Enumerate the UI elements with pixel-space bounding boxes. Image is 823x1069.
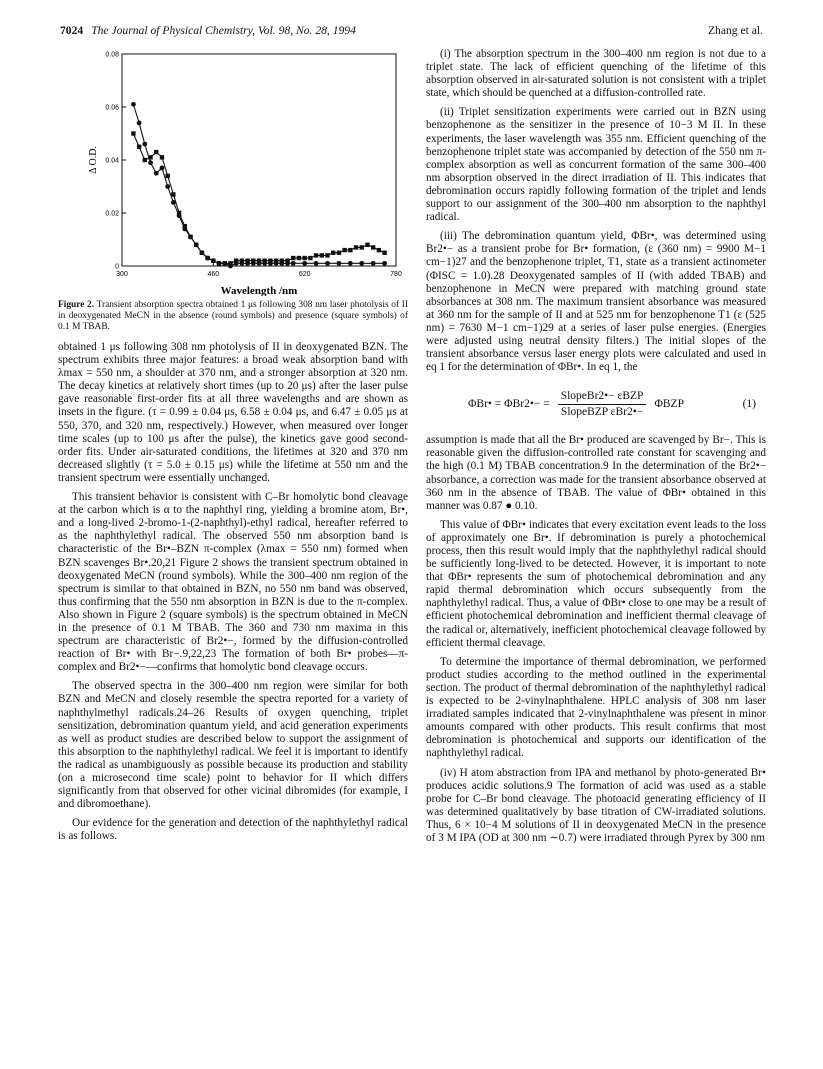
data-point-square: [268, 259, 272, 263]
data-point-square: [200, 251, 204, 255]
data-point-circle: [160, 166, 165, 171]
equation-rhs: ΦBZP: [654, 397, 684, 410]
data-point-square: [188, 235, 192, 239]
data-point-square: [365, 243, 369, 247]
series-square-line: [133, 134, 384, 264]
left-paragraph-3: The observed spectra in the 300–400 nm region were similar for both BZN and MeCN and closely resemble the spectra reported for a variety of naphthylmethyl radicals.24–26 Results of oxygen quenching, triplet sensitization, debromination quantum yield, and acid generation experiments as well as product studies are described below to support the assignment of this absorption to the naphthylethyl radical. We feel it is important to identify the radical as unambiguously as possible because its production and stability (on a microsecond time scale) point to behavior for II which differs significantly from that observed for other vicinal dibromides (for example, I and dibromoethane).: [58, 680, 408, 811]
data-point-square: [291, 256, 295, 260]
data-point-square: [177, 211, 181, 215]
data-point-square: [314, 253, 318, 257]
data-point-square: [160, 155, 164, 159]
right-paragraph-1: (i) The absorption spectrum in the 300–400 nm region is not due to a triplet state. The lack of efficient quenching of the lifetime of this absorption observed in air-saturated solution is not consistent with a triplet state, which should be quenched at a diffusion-controlled rate.: [426, 48, 766, 100]
data-point-square: [148, 155, 152, 159]
data-point-square: [371, 245, 375, 249]
data-point-square: [205, 256, 209, 260]
data-point-circle: [314, 261, 319, 266]
data-point-square: [143, 158, 147, 162]
data-point-square: [165, 174, 169, 178]
data-point-circle: [325, 261, 330, 266]
data-point-square: [320, 253, 324, 257]
right-paragraph-7: (iv) H atom abstraction from IPA and methanol by photo-generated Br• produces acidic solutions.9 The formation of acid was used as a stable probe for C–Br bond cleavage. The photoacid generating efficiency of II was determined qualitatively by base titration of CW-irradiated solutions. Thus, 6 × 10−4 M solutions of II in deoxygenated MeCN in the presence of 3 M IPA (OD at 300 nm ∼0.7) were irradiated through Pyrex by 300 nm: [426, 766, 766, 844]
data-point-square: [257, 259, 261, 263]
data-point-circle: [291, 261, 296, 266]
data-point-square: [251, 259, 255, 263]
data-point-square: [285, 259, 289, 263]
y-axis-label: Δ O.D.: [88, 146, 99, 174]
x-tick-label: 300: [116, 271, 128, 278]
data-point-square: [217, 261, 221, 265]
data-point-square: [263, 259, 267, 263]
right-paragraph-3: (iii) The debromination quantum yield, ΦBr•, was determined using Br2•− as a transient probe for Br• formation, (ε (360 nm) = 9900 M−1 cm−1)27 and the benzophenone triplet, T1, state as a transient actinometer (ΦISC = 1.0).28 Deoxygenated samples of II (with added TBAB) and benzophenone in MeCN were prepared with matching ground state absorbances at 308 nm. The maximum transient absorbance was measured at 360 nm for the sample of II and at 525 nm for benzophenone T1 (ε (525 nm) = 7630 M−1 cm−1)29 at a series of laser pulse energies. (Energies were adjusted using neutral density filters.) The initial slopes of the transient absorbance versus laser energy plots were calculated and used in eq 1 for the determination of ΦBr•. In eq 1, the: [426, 230, 766, 374]
data-point-square: [308, 256, 312, 260]
left-paragraph-2: This transient behavior is consistent with C–Br homolytic bond cleavage at the carbon which is α to the naphthyl ring, yielding a bromine atom, Br•, and a long-lived 2-bromo-1-(2-naphthyl)-ethyl radical, hereafter referred to as the naphthylethyl radical. The observed 550 nm absorption band is characteristic of the Br•–BZN π-complex (λmax = 550 nm) formed when BZN scavenges Br•.20,21 Figure 2 shows the transient spectrum obtained in deoxygenated MeCN (round symbols). While the 300–400 nm region of the spectrum is similar to that obtained in BZN, no 550 nm band was observed, thus confirming that the 550 nm absorption in BZN is due to the π-complex. Also shown in Figure 2 (square symbols) is the spectrum obtained in MeCN in the presence of 0.1 M TBAB. The 360 and 730 nm maxima in this spectrum are characteristic of Br2•−, formed by the diffusion-controlled reaction of Br• with Br−.9,22,23 The formation of both Br• probes—π-complex and Br2•−—confirms that homolytic bond cleavage occurs.: [58, 491, 408, 674]
data-point-circle: [359, 261, 364, 266]
running-header: [60, 24, 763, 40]
data-point-square: [302, 256, 306, 260]
data-point-square: [228, 261, 232, 265]
data-point-square: [240, 259, 244, 263]
data-point-square: [223, 261, 227, 265]
right-column: [426, 48, 766, 845]
y-tick-label: 0.02: [105, 210, 119, 218]
data-point-square: [354, 245, 358, 249]
data-point-square: [342, 248, 346, 252]
equation-fraction: [558, 390, 647, 419]
transient-absorption-chart: [58, 48, 408, 296]
data-point-square: [234, 259, 238, 263]
y-tick-label: 0.04: [105, 157, 119, 165]
figure-caption-label: Figure 2.: [58, 300, 95, 310]
data-point-circle: [131, 102, 136, 107]
data-point-square: [211, 259, 215, 263]
data-point-square: [183, 224, 187, 228]
left-paragraph-1: obtained 1 μs following 308 nm photolysis of II in deoxygenated BZN. The spectrum exhibits three major features: a broad weak absorption band with λmax = 550 nm, a shoulder at 370 nm, and a stronger absorption at 320 nm. The decay kinetics at relatively short times (up to 20 μs) after the laser pulse gave reasonable first-order fits at all three wavelengths and are shown as insets in the figure. (τ = 0.99 ± 0.04 μs, 6.58 ± 0.04 μs, and 6.47 ± 0.05 μs at 550, 370, and 320 nm, respectively.) However, when measured over longer time scales (up to 100 μs after the pulse), the kinetics gave good second-order fits. Under air-saturated conditions, the lifetimes at 320 and 370 nm decreased slightly (τ = 5.0 ± 0.15 μs) while the lifetime at 550 nm and the transient spectrum were essentially unchanged.: [58, 341, 408, 484]
left-column: [58, 48, 408, 843]
data-point-circle: [154, 171, 159, 176]
data-point-square: [245, 259, 249, 263]
x-tick-label: 460: [207, 271, 220, 278]
data-point-circle: [165, 184, 170, 189]
data-point-square: [131, 131, 135, 135]
right-paragraph-2: (ii) Triplet sensitization experiments were carried out in BZN using benzophenone as the sensitizer in the presence of 10−3 M II. In these experiments, the laser wavelength was 355 nm. Efficient quenching of the benzophenone triplet state was accompanied by detection of the 550 nm π-complex absorption as well as concurrent formation of the same 300–400 nm absorption observed in the direct irradiation of II. This indicates that debromination occurs rapidly following formation of the triplet and lends support to our assignment of the 300–400 nm absorption to the naphthyl radical.: [426, 106, 766, 224]
data-point-square: [348, 248, 352, 252]
data-point-square: [325, 253, 329, 257]
journal-citation: The Journal of Physical Chemistry, Vol. 98, No. 28, 1994: [91, 24, 356, 37]
data-point-square: [377, 248, 381, 252]
y-tick-label: 0: [115, 263, 119, 271]
right-paragraph-6: To determine the importance of thermal debromination, we performed product studies according to the method outlined in the experimental section. The product of thermal debromination of the naphthylethyl radical is expected to be 2-vinylnaphthalene. HPLC analysis of 308 nm laser irradiated samples indicated that 2-vinylnaphthalene was pŕesent in minor amounts compared with other products. This result confirms that most debromination is photochemical and supports our identification of the naphthylethyl radical.: [426, 655, 766, 760]
right-paragraph-5: This value of ΦBr• indicates that every excitation event leads to the loss of approximately one Br•. If debromination is purely a photochemical process, then this result would imply that the naphthylethyl radical should be sufficiently long-lived to be detected. However, it is important to note that ΦBr• represents the sum of photochemical debromination and any rapid thermal debromination which occurs subsequently from the naphthylethyl radical. Thus, a value of ΦBr• close to one may be a result of efficient photochemical debromination and inefficient thermal cleavage of the radical or, alternatively, inefficient photochemical cleavage followed by efficient thermal cleavage.: [426, 518, 766, 649]
authors: Zhang et al.: [707, 24, 763, 37]
x-tick-label: 620: [298, 271, 311, 278]
data-point-circle: [337, 261, 342, 266]
data-point-square: [194, 243, 198, 247]
data-point-circle: [348, 261, 353, 266]
equation-lhs: ΦBr• = ΦBr2•− =: [468, 397, 550, 410]
data-point-circle: [137, 121, 142, 126]
equation-numerator: SlopeBr2•− εBZP: [558, 390, 647, 405]
data-point-square: [171, 192, 175, 196]
data-point-square: [337, 251, 341, 255]
data-point-square: [331, 251, 335, 255]
y-tick-label: 0.08: [105, 51, 119, 59]
data-point-square: [154, 150, 158, 154]
data-point-square: [360, 245, 364, 249]
equation-1: [426, 384, 766, 424]
data-point-square: [280, 259, 284, 263]
data-point-circle: [148, 160, 153, 165]
data-point-square: [382, 251, 386, 255]
left-paragraph-4: Our evidence for the generation and detection of the naphthylethyl radical is as follows.: [58, 817, 408, 843]
data-point-circle: [302, 261, 307, 266]
x-tick-label: 780: [390, 271, 402, 278]
figure-caption: [58, 300, 408, 333]
data-point-square: [274, 259, 278, 263]
figure-2: [58, 48, 408, 296]
data-point-circle: [142, 142, 147, 147]
page-number: 7024: [60, 24, 84, 37]
equation-denominator: SlopeBZP εBr2•−: [560, 405, 644, 418]
equation-number: (1): [742, 397, 756, 410]
data-point-circle: [371, 261, 376, 266]
data-point-circle: [382, 261, 387, 266]
y-tick-label: 0.06: [105, 104, 119, 112]
data-point-square: [137, 145, 141, 149]
figure-caption-text: Transient absorption spectra obtained 1 μs following 308 nm laser photolysis of II in deoxygenated MeCN in the absence (round symbols) and presence (square symbols) of 0.1 M TBAB.: [58, 300, 408, 332]
data-point-square: [297, 256, 301, 260]
right-paragraph-4: assumption is made that all the Br• produced are scavenged by Br−. This is reasonable given the diffusion-controlled rate constant for scavenging and the high (0.1 M) TBAB concentration.9 In the determination of the Br2•− absorbance, a correction was made for the transient absorbance observed at 360 nm in the absence of TBAB. The value of ΦBr• obtained in this manner was 0.87 ● 0.10.: [426, 434, 766, 512]
x-axis-label: Wavelength /nm: [220, 285, 298, 296]
